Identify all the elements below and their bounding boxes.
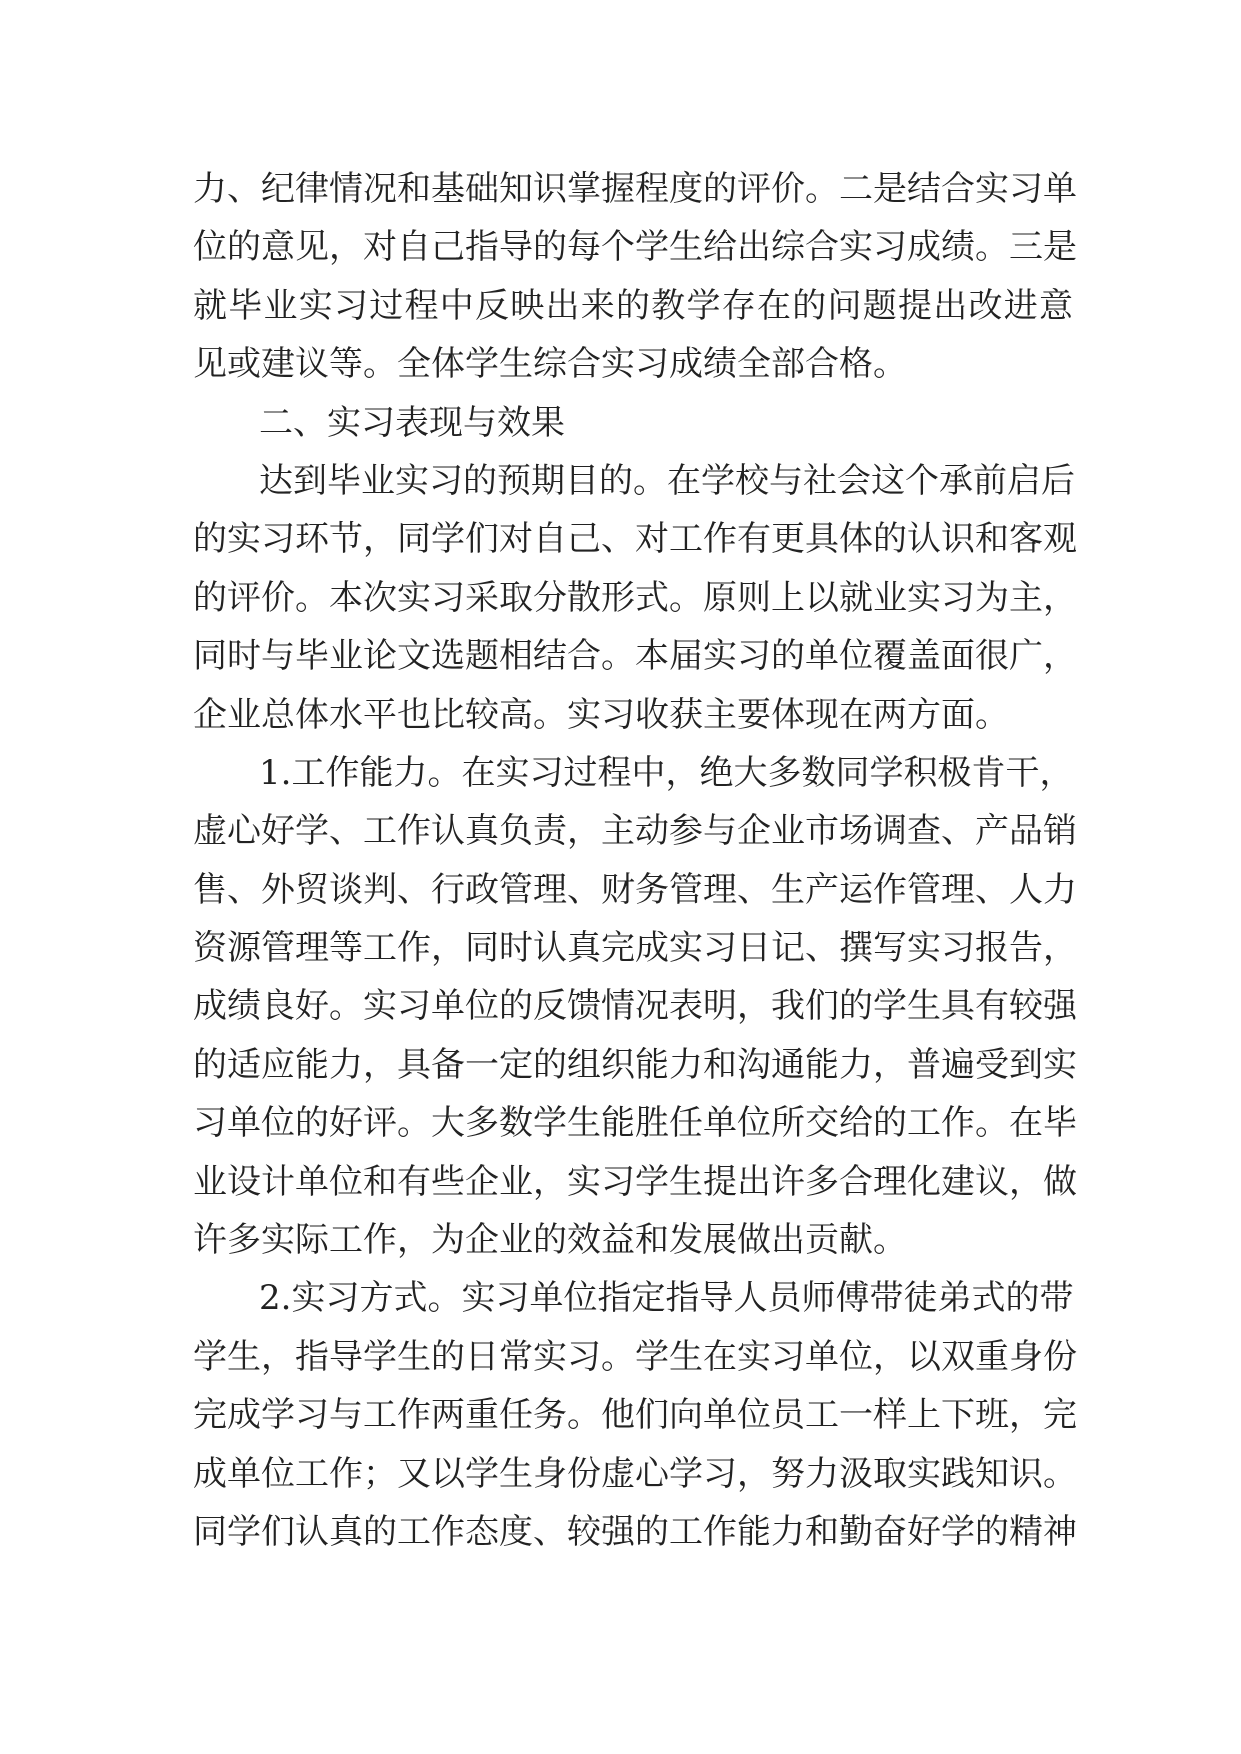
text-line: 的适应能力，具备一定的组织能力和沟通能力，普遍受到实	[193, 1044, 1077, 1085]
text-line: 2.实习方式。实习单位指定指导人员师傅带徒弟式的带	[259, 1278, 1074, 1319]
text-line: 见或建议等。全体学生综合实习成绩全部合格。	[193, 344, 907, 385]
text-line: 成单位工作；又以学生身份虚心学习，努力汲取实践知识。	[193, 1453, 1077, 1494]
text-line: 售、外贸谈判、行政管理、财务管理、生产运作管理、人力	[193, 869, 1077, 910]
text-line: 许多实际工作，为企业的效益和发展做出贡献。	[193, 1220, 907, 1261]
text-line: 力、纪律情况和基础知识掌握程度的评价。二是结合实习单	[193, 169, 1077, 209]
text-line: 的评价。本次实习采取分散形式。原则上以就业实习为主，	[193, 577, 1077, 618]
text-line: 虚心好学、工作认真负责，主动参与企业市场调查、产品销	[193, 811, 1077, 852]
text-line: 同学们认真的工作态度、较强的工作能力和勤奋好学的精神	[193, 1511, 1077, 1552]
text-line: 就毕业实习过程中反映出来的教学存在的问题提出改进意	[193, 285, 1073, 326]
text-line: 位的意见，对自己指导的每个学生给出综合实习成绩。三是	[193, 227, 1077, 268]
text-line: 同时与毕业论文选题相结合。本届实习的单位覆盖面很广，	[193, 636, 1077, 677]
text-line: 学生，指导学生的日常实习。学生在实习单位，以双重身份	[193, 1336, 1077, 1377]
text-line: 的实习环节，同学们对自己、对工作有更具体的认识和客观	[193, 519, 1077, 560]
text-line: 完成学习与工作两重任务。他们向单位员工一样上下班，完	[193, 1395, 1077, 1436]
text-line: 成绩良好。实习单位的反馈情况表明，我们的学生具有较强	[193, 986, 1077, 1027]
text-line: 资源管理等工作，同时认真完成实习日记、撰写实习报告，	[193, 928, 1077, 969]
text-line: 达到毕业实习的预期目的。在学校与社会这个承前启后	[259, 460, 1075, 501]
text-line: 1.工作能力。在实习过程中，绝大多数同学积极肯干，	[259, 752, 1074, 793]
document-body	[193, 160, 1077, 1561]
text-line: 业设计单位和有些企业，实习学生提出许多合理化建议，做	[193, 1161, 1077, 1202]
text-line: 企业总体水平也比较高。实习收获主要体现在两方面。	[193, 694, 1009, 735]
text-line: 习单位的好评。大多数学生能胜任单位所交给的工作。在毕	[193, 1103, 1077, 1144]
section-heading: 二、实习表现与效果	[259, 402, 565, 443]
